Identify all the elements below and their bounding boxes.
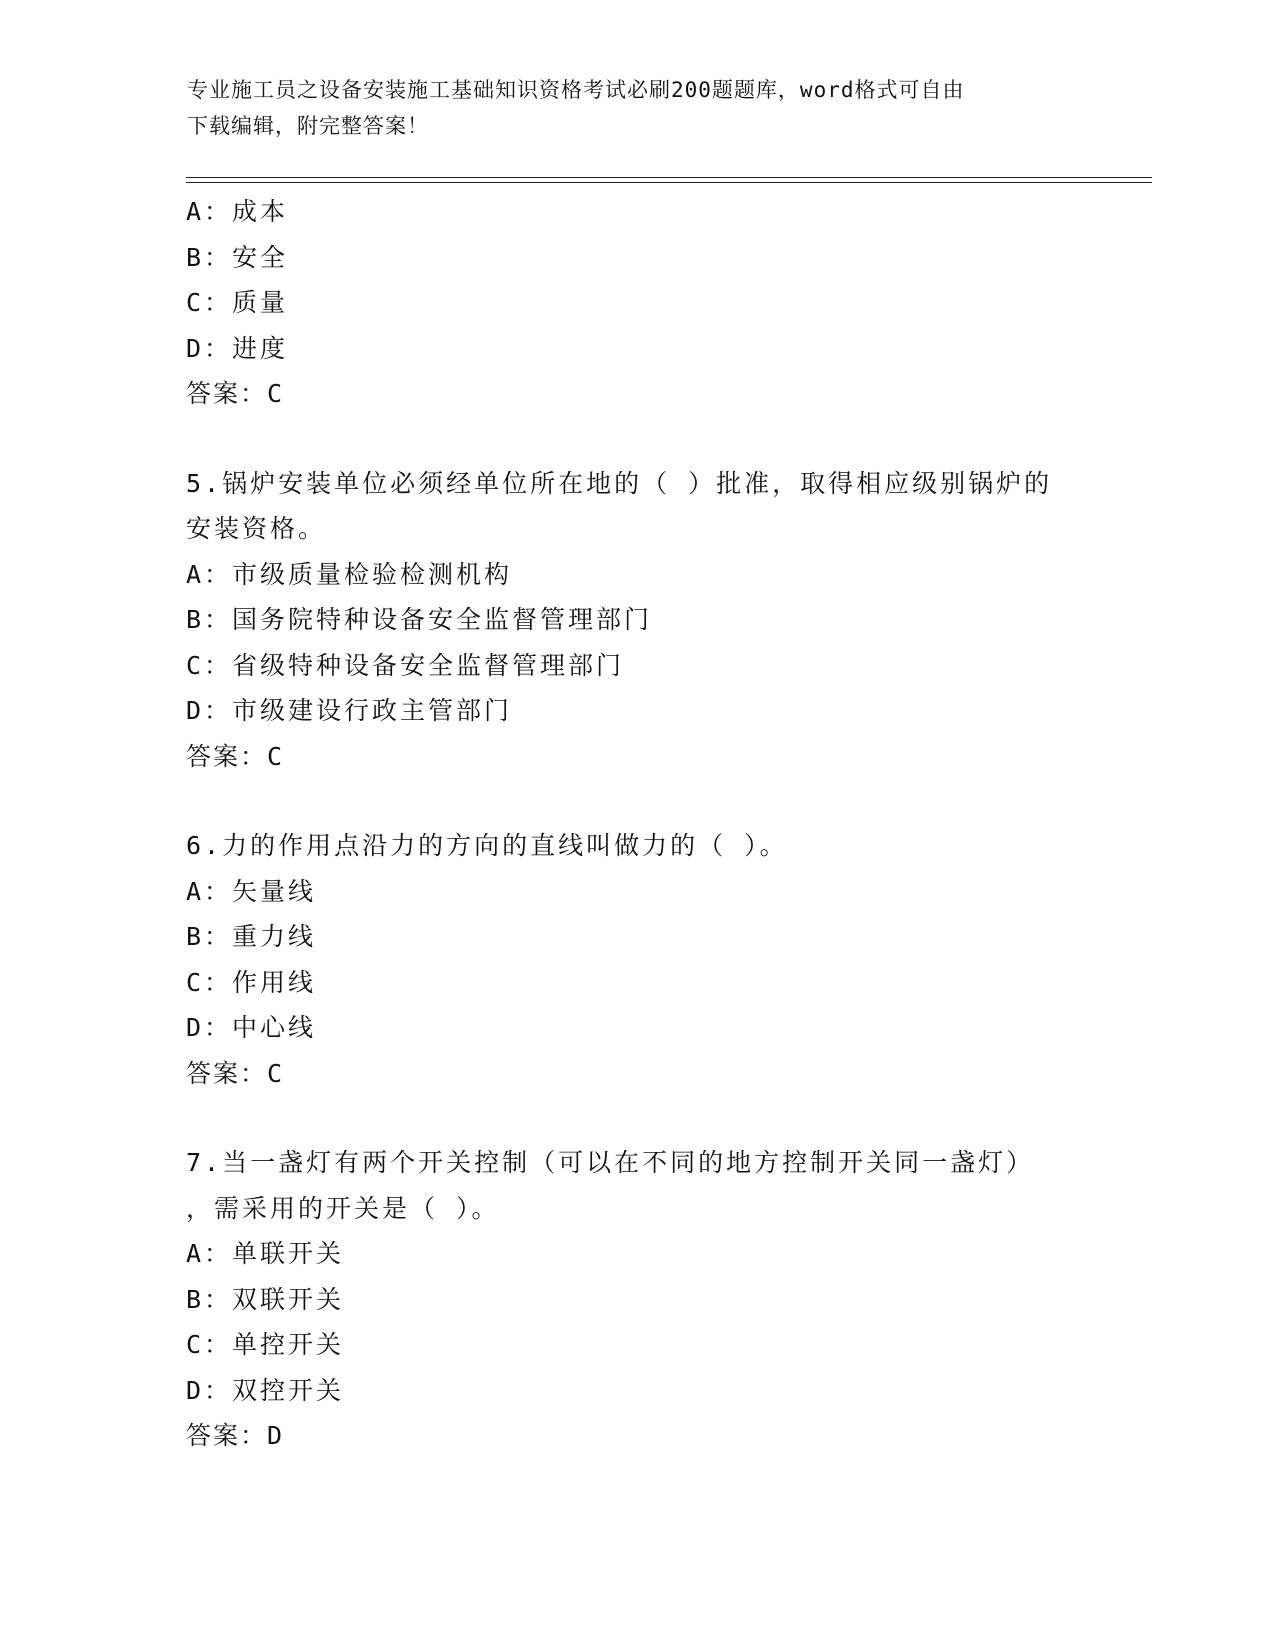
question-gap bbox=[186, 1096, 1152, 1140]
answer-line bbox=[186, 1413, 1152, 1459]
option-b: B：双联开关 bbox=[186, 1284, 345, 1314]
answer-label: 答案： bbox=[186, 741, 268, 771]
question-5 bbox=[186, 461, 1152, 780]
option-c: C：质量 bbox=[186, 288, 289, 317]
option-b: B：国务院特种设备安全监督管理部门 bbox=[186, 605, 653, 634]
document-header bbox=[187, 72, 1087, 144]
question-stem-line: ，需采用的开关是（ ）。 bbox=[186, 1193, 500, 1223]
option-d: D：进度 bbox=[186, 333, 289, 363]
header-divider-bottom bbox=[186, 182, 1152, 183]
answer-label: 答案： bbox=[186, 1421, 268, 1450]
answer-line bbox=[186, 1051, 1152, 1097]
question-stem-line: 5.锅炉安装单位必须经单位所在地的（ ）批准，取得相应级别锅炉的 bbox=[186, 468, 1053, 498]
answer-value: C bbox=[267, 1058, 283, 1088]
question-stem-line: 6.力的作用点沿力的方向的直线叫做力的（ ）。 bbox=[186, 831, 788, 860]
option-c: C：作用线 bbox=[186, 967, 317, 997]
question-gap bbox=[186, 417, 1152, 461]
answer-value: C bbox=[267, 379, 283, 408]
answer-line bbox=[186, 734, 1152, 780]
answer-line bbox=[186, 371, 1152, 417]
option-a: A：市级质量检验检测机构 bbox=[186, 559, 513, 589]
option-b: B：重力线 bbox=[186, 922, 317, 951]
question-list bbox=[186, 189, 1152, 1459]
option-d: D：市级建设行政主管部门 bbox=[186, 696, 513, 725]
option-d: D：双控开关 bbox=[186, 1375, 345, 1405]
option-d: D：中心线 bbox=[186, 1013, 317, 1042]
header-line-2: 下载编辑，附完整答案！ bbox=[187, 114, 429, 138]
answer-label: 答案： bbox=[186, 379, 268, 408]
answer-value: D bbox=[267, 1421, 283, 1450]
header-line-1: 专业施工员之设备安装施工基础知识资格考试必刷200题题库，word格式可自由 bbox=[187, 78, 965, 102]
answer-value: C bbox=[267, 741, 283, 771]
question-4 bbox=[186, 189, 1152, 417]
option-c: C：省级特种设备安全监督管理部门 bbox=[186, 650, 625, 680]
option-b: B：安全 bbox=[186, 242, 289, 272]
option-a: A：成本 bbox=[186, 197, 289, 226]
question-6 bbox=[186, 823, 1152, 1096]
header-divider-top bbox=[186, 177, 1152, 178]
answer-label: 答案： bbox=[186, 1058, 268, 1088]
option-a: A：单联开关 bbox=[186, 1239, 345, 1268]
option-a: A：矢量线 bbox=[186, 876, 317, 906]
option-c: C：单控开关 bbox=[186, 1330, 345, 1359]
question-stem-line: 安装资格。 bbox=[186, 514, 327, 543]
question-stem-line: 7.当一盏灯有两个开关控制（可以在不同的地方控制开关同一盏灯） bbox=[186, 1148, 1035, 1177]
question-7 bbox=[186, 1140, 1152, 1459]
question-gap bbox=[186, 779, 1152, 823]
